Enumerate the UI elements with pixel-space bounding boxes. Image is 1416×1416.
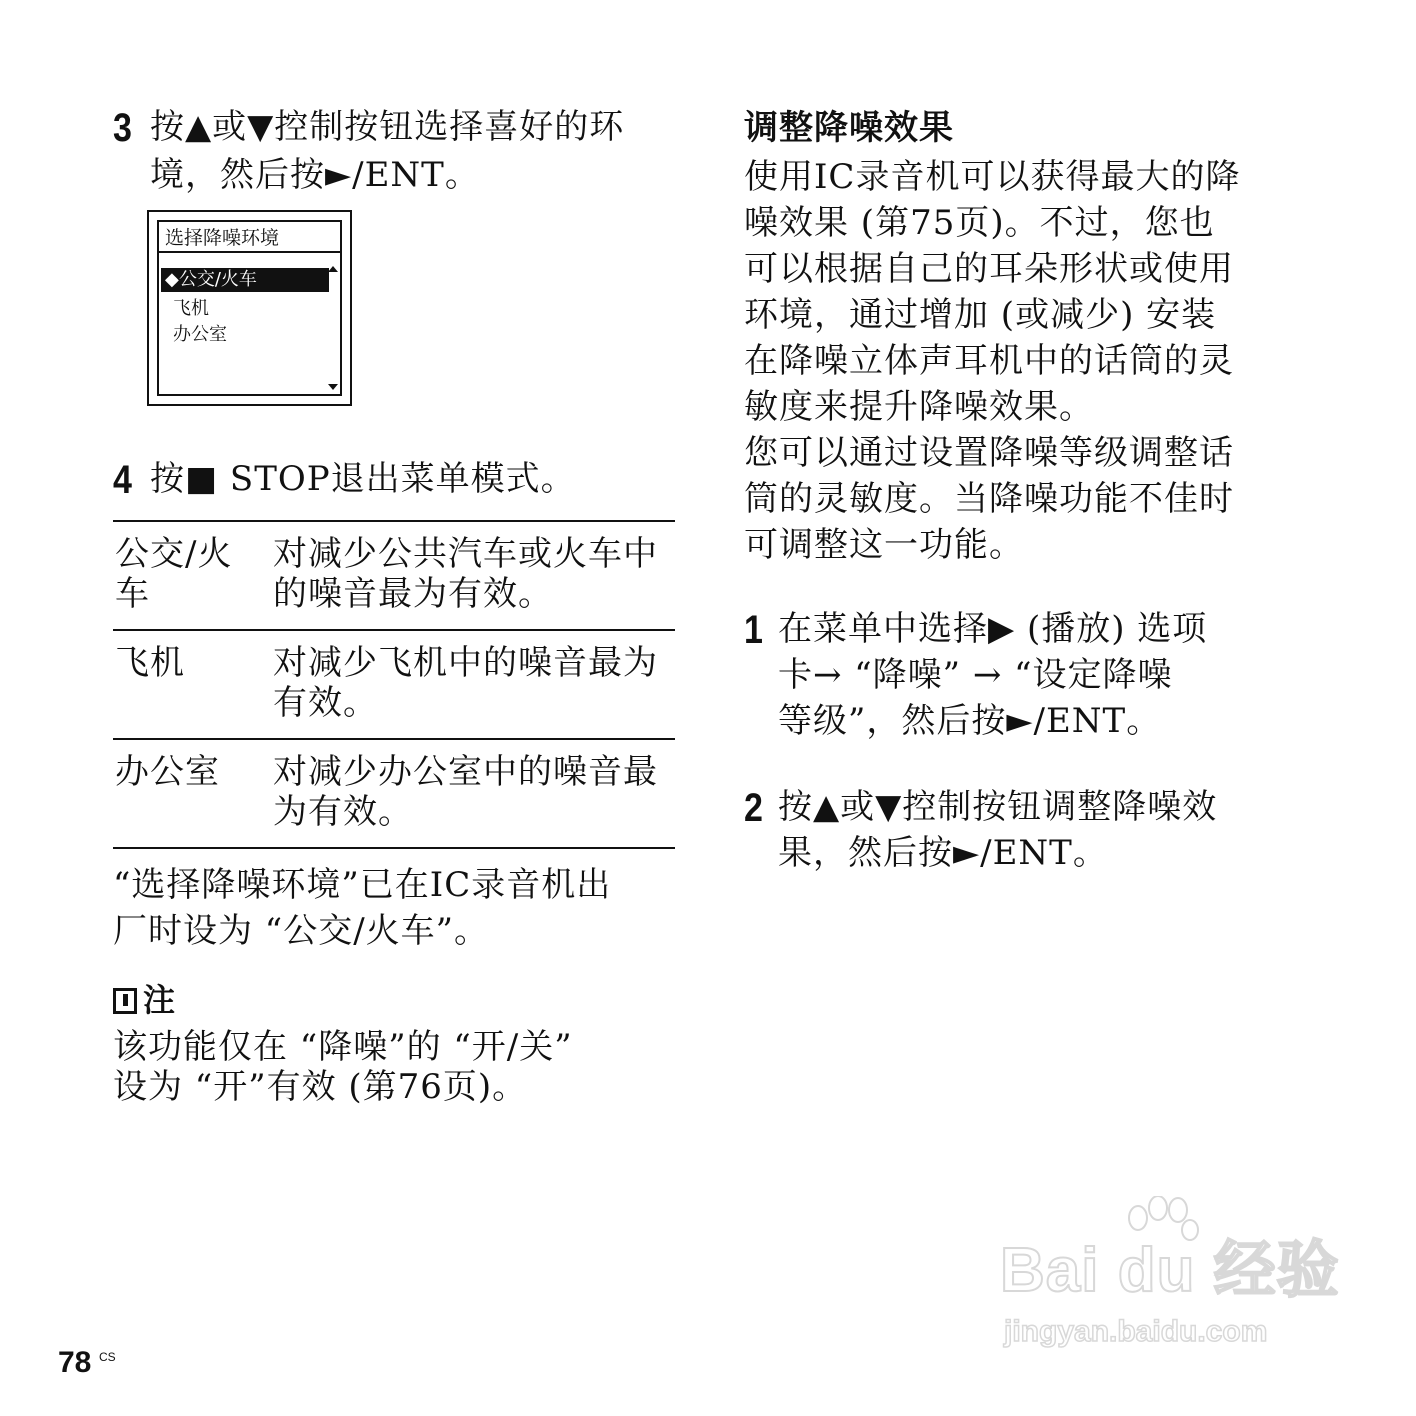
note-text: 设为 “开”有效 (第76页)。 <box>113 1067 528 1107</box>
screen-divider <box>159 251 340 253</box>
scroll-down-icon <box>328 384 338 390</box>
paragraph-line: 使用IC录音机可以获得最大的降 <box>744 157 1241 197</box>
mode-name: 飞机 <box>115 643 185 683</box>
paragraph-line: 环境，通过增加 (或减少) 安装 <box>744 295 1217 335</box>
page-language-code: CS <box>99 1350 116 1364</box>
section-heading: 调整降噪效果 <box>744 108 954 148</box>
watermark-brand: Bai du 经验 <box>1000 1236 1340 1305</box>
default-setting-text: 厂时设为 “公交/火车”。 <box>113 911 490 951</box>
step-text-line: 按▲或▼控制按钮调整降噪效 <box>778 787 1218 827</box>
paragraph-line: 您可以通过设置降噪等级调整话 <box>744 433 1234 473</box>
watermark-url: jingyan.baidu.com <box>1004 1315 1268 1348</box>
screen-title: 选择降噪环境 <box>165 227 280 249</box>
step-number: 2 <box>744 786 763 830</box>
mode-name: 办公室 <box>115 752 220 792</box>
note-heading <box>113 980 175 1020</box>
screen-menu-item: 办公室 <box>173 324 227 345</box>
step-text-line: 按▲或▼控制按钮选择喜好的环 <box>150 107 625 147</box>
mode-description: 对减少办公室中的噪音最 为有效。 <box>273 752 658 832</box>
scroll-up-icon <box>328 266 338 272</box>
step-text-line: 等级”，然后按►/ENT。 <box>778 701 1162 741</box>
noise-environment-table <box>113 520 675 849</box>
step-text-line: 果，然后按►/ENT。 <box>778 833 1108 873</box>
paragraph-line: 敏度来提升降噪效果。 <box>744 387 1094 427</box>
step-number: 4 <box>113 458 132 502</box>
table-row <box>113 738 675 849</box>
table-row <box>113 520 675 629</box>
note-icon <box>113 988 137 1014</box>
step-text-line: 卡→ “降噪” → “设定降噪 <box>778 655 1173 695</box>
paragraph-line: 可调整这一功能。 <box>744 525 1024 565</box>
mode-description: 对减少飞机中的噪音最为 有效。 <box>273 643 658 723</box>
paragraph-line: 在降噪立体声耳机中的话筒的灵 <box>744 341 1234 381</box>
note-text: 该功能仅在 “降噪”的 “开/关” <box>113 1027 573 1067</box>
mode-description: 对减少公共汽车或火车中 的噪音最为有效。 <box>273 534 658 614</box>
page-number: 78 <box>58 1346 92 1379</box>
paragraph-line: 噪效果 (第75页)。不过，您也 <box>744 203 1215 243</box>
paragraph-line: 筒的灵敏度。当降噪功能不佳时 <box>744 479 1234 519</box>
screen-display <box>157 220 342 396</box>
step-number: 1 <box>744 608 763 652</box>
step-text-line: 境，然后按►/ENT。 <box>150 155 480 195</box>
step-number: 3 <box>113 106 132 150</box>
screen-menu-item: 飞机 <box>173 298 209 319</box>
device-screen-illustration <box>147 210 352 406</box>
paragraph-line: 可以根据自己的耳朵形状或使用 <box>744 249 1234 289</box>
table-row <box>113 629 675 738</box>
step-text-line: 按■ STOP退出菜单模式。 <box>150 459 576 499</box>
mode-name: 公交/火 车 <box>115 534 233 614</box>
screen-selected-item: ◆公交/火车 <box>161 268 329 292</box>
note-heading-label: 注 <box>143 981 176 1019</box>
watermark <box>1000 1196 1340 1376</box>
default-setting-text: “选择降噪环境”已在IC录音机出 <box>113 865 612 905</box>
screen-scroll-indicator <box>328 266 338 390</box>
step-text-line: 在菜单中选择▶ (播放) 选项 <box>778 609 1208 649</box>
